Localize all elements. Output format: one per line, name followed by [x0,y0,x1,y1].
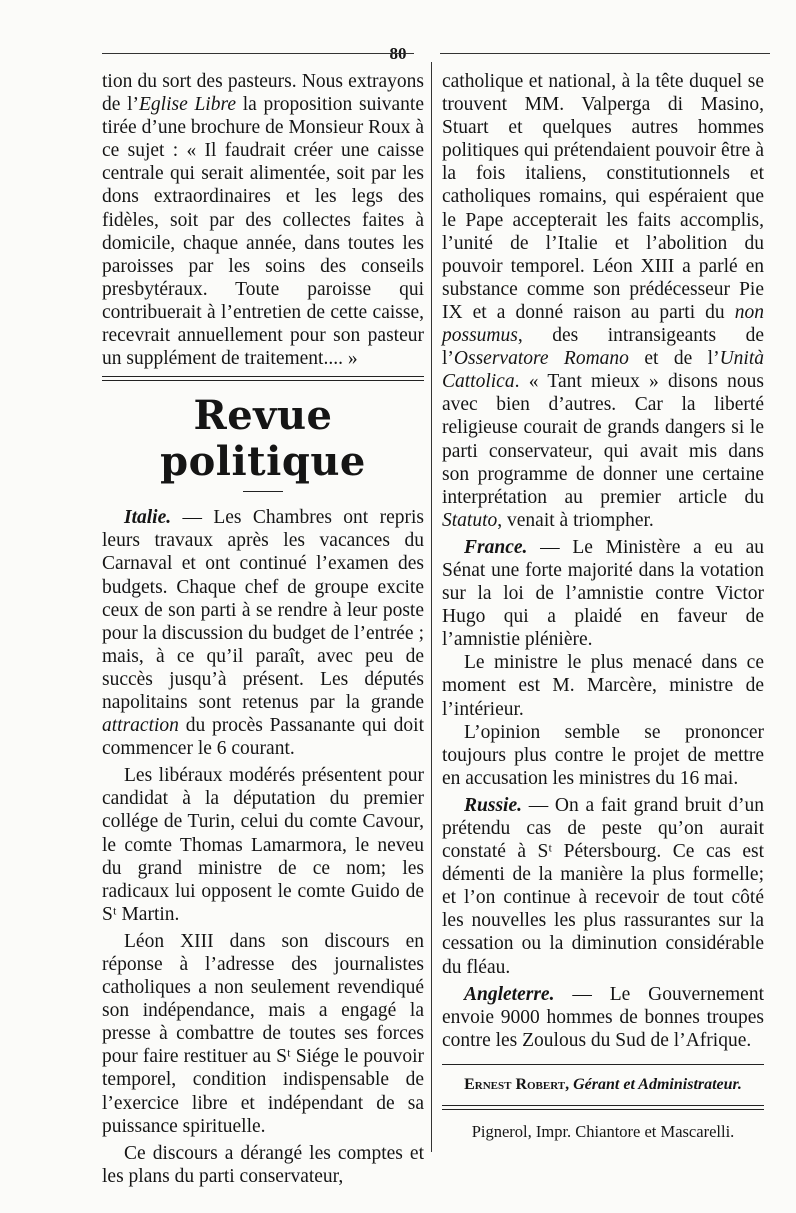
credit-line [442,1075,764,1095]
intro-text-b: la proposition suivante tirée d’une brochure de Monsieur Roux à ce sujet : « Il faudrait créer une caisse centrale qui serait alimentée, soit par les dons extraordinaires et les legs des fidèles, soit par des collectes faites à domicile, chaque année, dans toutes les paroisses par les soins des conseils presbytéraux. Toute paroisse qui contribuerait à l’entretien de cette caisse, recevrait annuellement pour son pasteur un supplément de traitement.... » [102,94,424,370]
france-paragraph-3: L’opinion semble se prononcer toujours plus contre le projet de mettre en accusation les ministres du 16 mai. [442,721,764,789]
continuation-text-e: , venait à triompher. [497,509,654,531]
header-rule-left [102,53,414,54]
osservatore-romano: Osservatore Romano [453,348,629,370]
title-underline [243,491,283,492]
italie-continuation [442,70,764,532]
angleterre-paragraph [442,983,764,1052]
russie-paragraph [442,794,764,979]
country-label-italie: Italie. [124,507,172,529]
angleterre-text: — Le Gouvernement envoie 9000 hommes de bonnes troupes contre les Zoulous du Sud de l’Afrique. [442,983,764,1051]
left-column [102,70,424,1188]
italie-paragraph-2: Les libéraux modérés présentent pour candidat à la députation du premier collége de Turin, celui du comte Cavour, le comte Thomas Lamarmora, le neveu du grand ministre de ce nom; les radicaux lui opposent le comte Guido de Sᵗ Martin. [102,765,424,925]
right-column [442,70,764,1142]
continuation-text-c: et de l’ [628,348,720,370]
non-possumus: non possumus [442,301,764,347]
statuto: Statuto [442,509,498,531]
header-rule-right [440,53,770,54]
france-paragraph-1 [442,536,764,651]
section-separator [102,376,424,381]
section-title: Revue politique [160,392,366,486]
italie-paragraph-1 [102,506,424,760]
continuation-text-a: catholique et national, à la tête duquel se trouvent MM. Valperga di Masino, Stuart et quelques autres hommes politiques qui prétendaient pouvoir être à la fois italiens, constitutionnels et catholiques romains, qui espéraient que le Pape accepterait les faits accomplis, l’unité de l’Italie et l’abolition du pouvoir temporel. Léon XIII a parlé en substance comme son prédécesseur Pie IX et a donné raison au parti du [442,71,764,323]
continuation-text-d: . « Tant mieux » disons nous avec bien d’autres. Car la liberté religieuse courait de grands dangers si le parti conservateur, qui avait mis dans son programme de donner une certaine interprétation au premier article du [442,371,764,508]
footer-rule-top [442,1064,764,1065]
country-label-russie: Russie. [464,794,522,816]
italie-text-b: du procès Passanante qui doit commencer le 6 courant. [102,715,424,760]
italie-attraction: attraction [102,715,179,737]
continuation-text-b: , des intransigeants de l’ [442,325,764,370]
credit-name: Ernest Robert, [464,1075,570,1093]
france-paragraph-2: Le ministre le plus menacé dans ce moment est M. Marcère, ministre de l’intérieur. [442,652,764,720]
france-text: — Le Ministère a eu au Sénat une forte majorité dans la votation sur la loi de l’amnistie contre Victor Hugo qui a plaidé en faveur de l’amnistie plénière. [442,536,764,651]
intro-paragraph [102,70,424,370]
column-divider [431,62,432,1152]
italie-text-a: — Les Chambres ont repris leurs travaux après les vacances du Carnaval et ont continué l’examen des budgets. Chaque chef de groupe excite ceux de son parti à se rendre à leur poste pour la discussion du budget de l’entrée ; mais, à ce qu’il paraît, avec peu de succès jusqu’à présent. Les députés napolitains sont retenus par la grande [102,507,424,713]
country-label-france: France. [464,536,528,558]
page-number: 80 [389,44,407,63]
printer-line: Pignerol, Impr. Chiantore et Mascarelli. [471,1121,735,1141]
credit-role: Gérant et Administrateur. [569,1075,742,1093]
country-label-angleterre: Angleterre. [464,983,555,1005]
russie-text: — On a fait grand bruit d’un prétendu cas de peste qu’on aurait constaté à Sᵗ Pétersbourg. Ce cas est démenti de la manière la plus formelle; et l’on continue à recevoir de tout côté les nouvelles les plus rassurantes sur la cessation ou la diminution considérable du fléau. [442,794,764,978]
unita-cattolica: Unità Cattolica [442,348,765,393]
intro-source: Eglise Libre [139,94,236,116]
italie-paragraph-3: Léon XIII dans son discours en réponse à l’adresse des journalistes catholiques a non seulement revendiqué son indépendance, mais a engagé la presse à combattre de toutes ses forces pour faire restituer au Sᵗ Siége le pouvoir temporel, condition indispensable de l’exercice libre et indépendant de sa puissance spirituelle. [102,930,424,1137]
footer-rule-bottom [442,1105,764,1110]
intro-text-a: tion du sort des pasteurs. Nous extrayons de l’ [102,71,424,116]
italie-paragraph-4: Ce discours a dérangé les comptes et les plans du parti conservateur, [102,1142,424,1187]
